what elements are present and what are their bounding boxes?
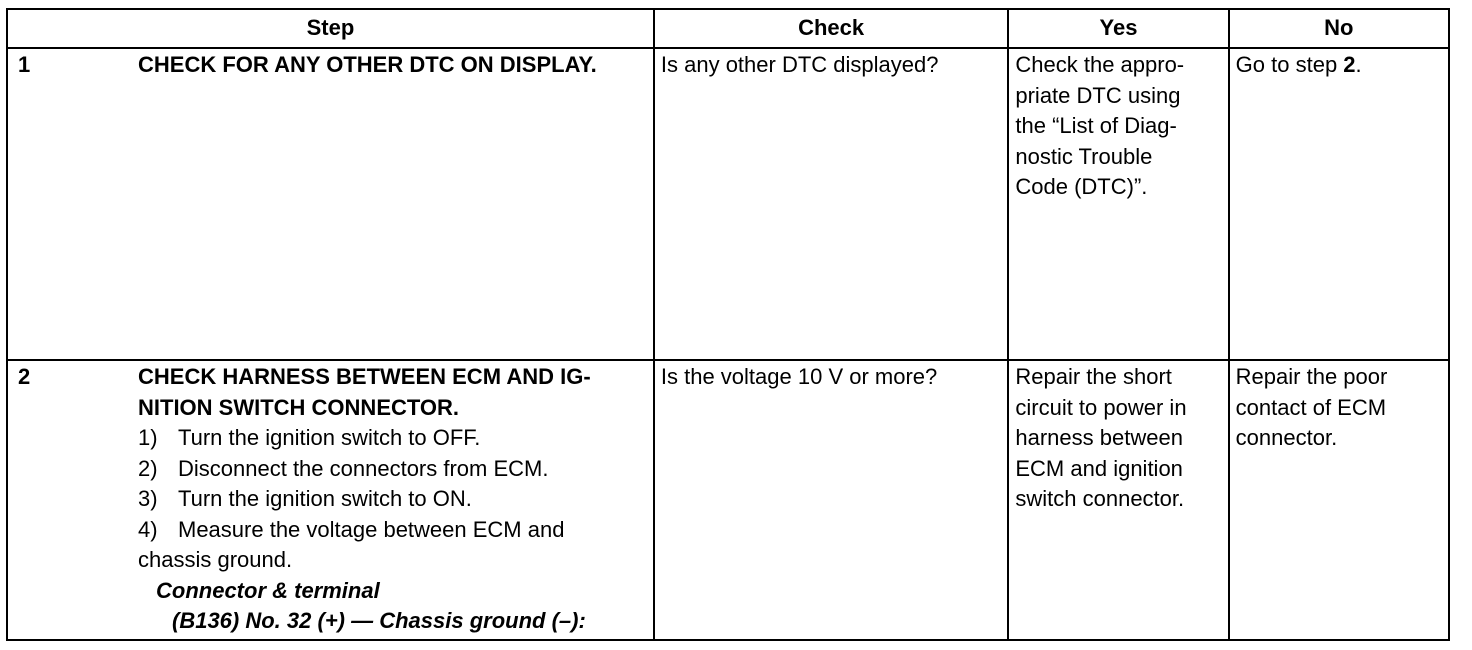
yes-line: nostic Trouble	[1015, 143, 1153, 169]
no-cell	[1229, 360, 1449, 640]
yes-line: priate DTC using	[1015, 82, 1181, 108]
no-line: contact of ECM	[1235, 394, 1387, 420]
instruction-text: Turn the ignition switch to OFF.	[178, 425, 481, 450]
step-cell	[7, 48, 654, 360]
instruction-item	[138, 454, 647, 485]
table-row	[7, 48, 1449, 360]
yes-line: Repair the short	[1015, 364, 1172, 389]
diagnostic-table	[6, 8, 1450, 641]
no-text: Go to step	[1235, 52, 1344, 77]
yes-line: circuit to power in	[1015, 394, 1187, 420]
header-step: Step	[7, 9, 654, 48]
instruction-continuation: chassis ground.	[138, 547, 293, 572]
no-line: Repair the poor	[1235, 364, 1388, 389]
check-text: Is the voltage 10 V or more?	[660, 364, 938, 389]
yes-line: the “List of Diag-	[1015, 113, 1177, 138]
yes-line: ECM and ignition	[1015, 455, 1183, 481]
instruction-number: 1)	[138, 425, 158, 450]
no-cell	[1229, 48, 1449, 360]
connector-value: (B136) No. 32 (+) — Chassis ground (–):	[172, 608, 586, 633]
yes-line: Code (DTC)”.	[1015, 174, 1148, 199]
instruction-number: 2)	[138, 455, 158, 481]
no-line: connector.	[1235, 425, 1338, 450]
header-yes: Yes	[1008, 9, 1228, 48]
check-cell	[654, 48, 1008, 360]
no-step-ref: 2	[1343, 52, 1356, 77]
connector-label: Connector & terminal	[156, 577, 380, 603]
yes-cell	[1008, 48, 1228, 360]
instruction-text: Turn the ignition switch to ON.	[178, 486, 472, 511]
step-number: 1	[18, 52, 31, 77]
yes-line: switch connector.	[1015, 486, 1185, 511]
check-text: Is any other DTC displayed?	[660, 52, 939, 77]
table-header-row	[7, 9, 1449, 48]
instruction-item	[138, 423, 647, 454]
step-title: CHECK FOR ANY OTHER DTC ON DISPLAY.	[138, 52, 597, 77]
step-title-line: NITION SWITCH CONNECTOR.	[138, 394, 460, 420]
yes-cell	[1008, 360, 1228, 640]
step-cell	[7, 360, 654, 640]
step-title-line: CHECK HARNESS BETWEEN ECM AND IG-	[138, 364, 591, 389]
instruction-text: Disconnect the connectors from ECM.	[178, 455, 549, 481]
check-cell	[654, 360, 1008, 640]
header-no: No	[1229, 9, 1449, 48]
header-check: Check	[654, 9, 1008, 48]
yes-line: harness between	[1015, 425, 1183, 450]
instruction-text: Measure the voltage between ECM and	[178, 516, 565, 542]
step-number: 2	[18, 364, 31, 389]
instruction-number: 3)	[138, 486, 158, 511]
instruction-item	[138, 515, 647, 546]
no-suffix: .	[1355, 52, 1362, 77]
instruction-item	[138, 484, 647, 515]
yes-line: Check the appro-	[1015, 52, 1185, 77]
table-row	[7, 360, 1449, 640]
instruction-number: 4)	[138, 516, 158, 542]
